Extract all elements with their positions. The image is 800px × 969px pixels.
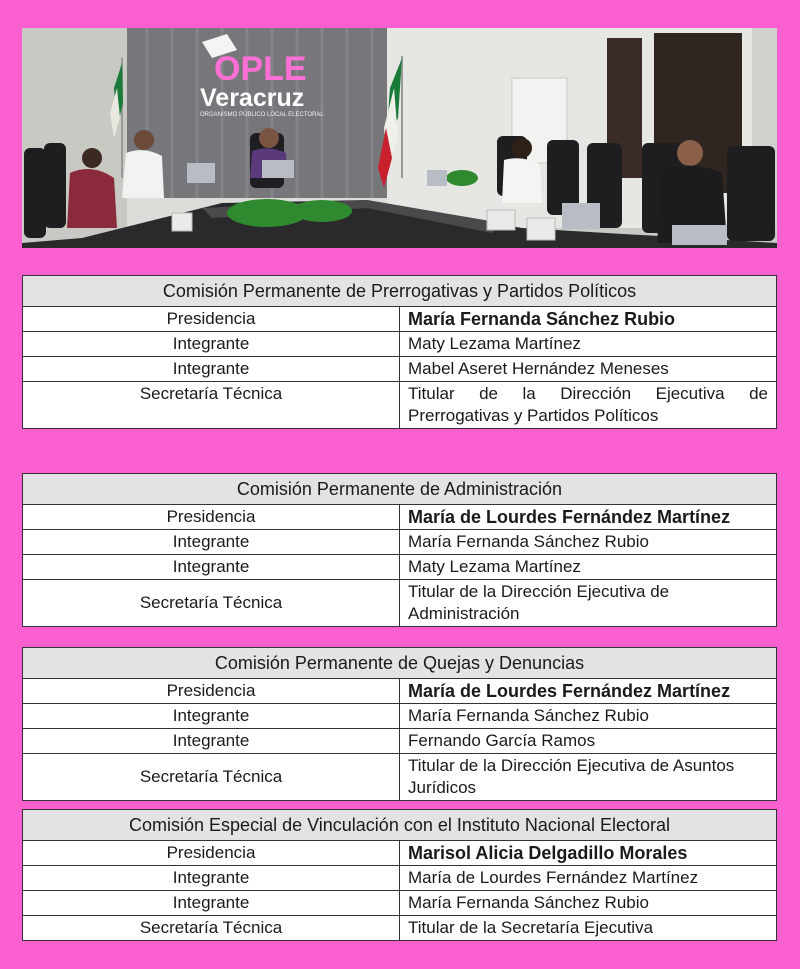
member-cell: Titular de la Secretaría Ejecutiva [400,916,777,941]
logo-subtitle-text: ORGANISMO PÚBLICO LOCAL ELECTORAL [200,112,324,118]
commission-table-2 [22,647,777,801]
logo-ople-text: OPLE [214,50,307,88]
role-cell: Secretaría Técnica [23,916,400,941]
session-room-illustration [22,28,777,248]
member-cell: Mabel Aseret Hernández Meneses [400,357,777,382]
member-cell: Titular de la Dirección Ejecutiva de Administración [400,580,777,627]
role-cell: Secretaría Técnica [23,382,400,429]
table-row [23,841,777,866]
logo-veracruz-text: Veracruz [200,84,305,112]
role-cell: Integrante [23,891,400,916]
role-cell: Presidencia [23,307,400,332]
role-cell: Integrante [23,704,400,729]
session-photo [22,28,777,248]
table-row [23,530,777,555]
member-cell: Titular de la Dirección Ejecutiva de Prerrogativas y Partidos Políticos [400,382,777,429]
role-cell: Presidencia [23,505,400,530]
member-cell: María de Lourdes Fernández Martínez [400,679,777,704]
role-cell: Integrante [23,530,400,555]
role-cell: Integrante [23,866,400,891]
member-cell: María Fernanda Sánchez Rubio [400,530,777,555]
commission-title: Comisión Permanente de Prerrogativas y Partidos Políticos [23,276,777,307]
role-cell: Integrante [23,332,400,357]
role-cell: Presidencia [23,679,400,704]
role-cell: Presidencia [23,841,400,866]
commission-table-1 [22,473,777,627]
table-row [23,357,777,382]
table-row [23,332,777,357]
table-row [23,679,777,704]
role-cell: Secretaría Técnica [23,580,400,627]
member-cell: María Fernanda Sánchez Rubio [400,307,777,332]
member-cell: Maty Lezama Martínez [400,332,777,357]
member-cell: María de Lourdes Fernández Martínez [400,866,777,891]
member-cell: María Fernanda Sánchez Rubio [400,891,777,916]
role-cell: Integrante [23,729,400,754]
table-row [23,382,777,429]
table-row [23,891,777,916]
member-cell: Titular de la Dirección Ejecutiva de Asuntos Jurídicos [400,754,777,801]
member-cell: María de Lourdes Fernández Martínez [400,505,777,530]
role-cell: Secretaría Técnica [23,754,400,801]
member-cell: Marisol Alicia Delgadillo Morales [400,841,777,866]
member-cell: Fernando García Ramos [400,729,777,754]
commission-table-0 [22,275,777,429]
table-row [23,754,777,801]
table-row [23,729,777,754]
table-row [23,866,777,891]
commission-title: Comisión Permanente de Quejas y Denuncias [23,648,777,679]
table-row [23,555,777,580]
member-cell: María Fernanda Sánchez Rubio [400,704,777,729]
commission-title: Comisión Permanente de Administración [23,474,777,505]
role-cell: Integrante [23,555,400,580]
commission-title: Comisión Especial de Vinculación con el Instituto Nacional Electoral [23,810,777,841]
member-cell: Maty Lezama Martínez [400,555,777,580]
commission-table-3 [22,809,777,941]
table-row [23,580,777,627]
table-row [23,916,777,941]
table-row [23,505,777,530]
role-cell: Integrante [23,357,400,382]
table-row [23,704,777,729]
table-row [23,307,777,332]
